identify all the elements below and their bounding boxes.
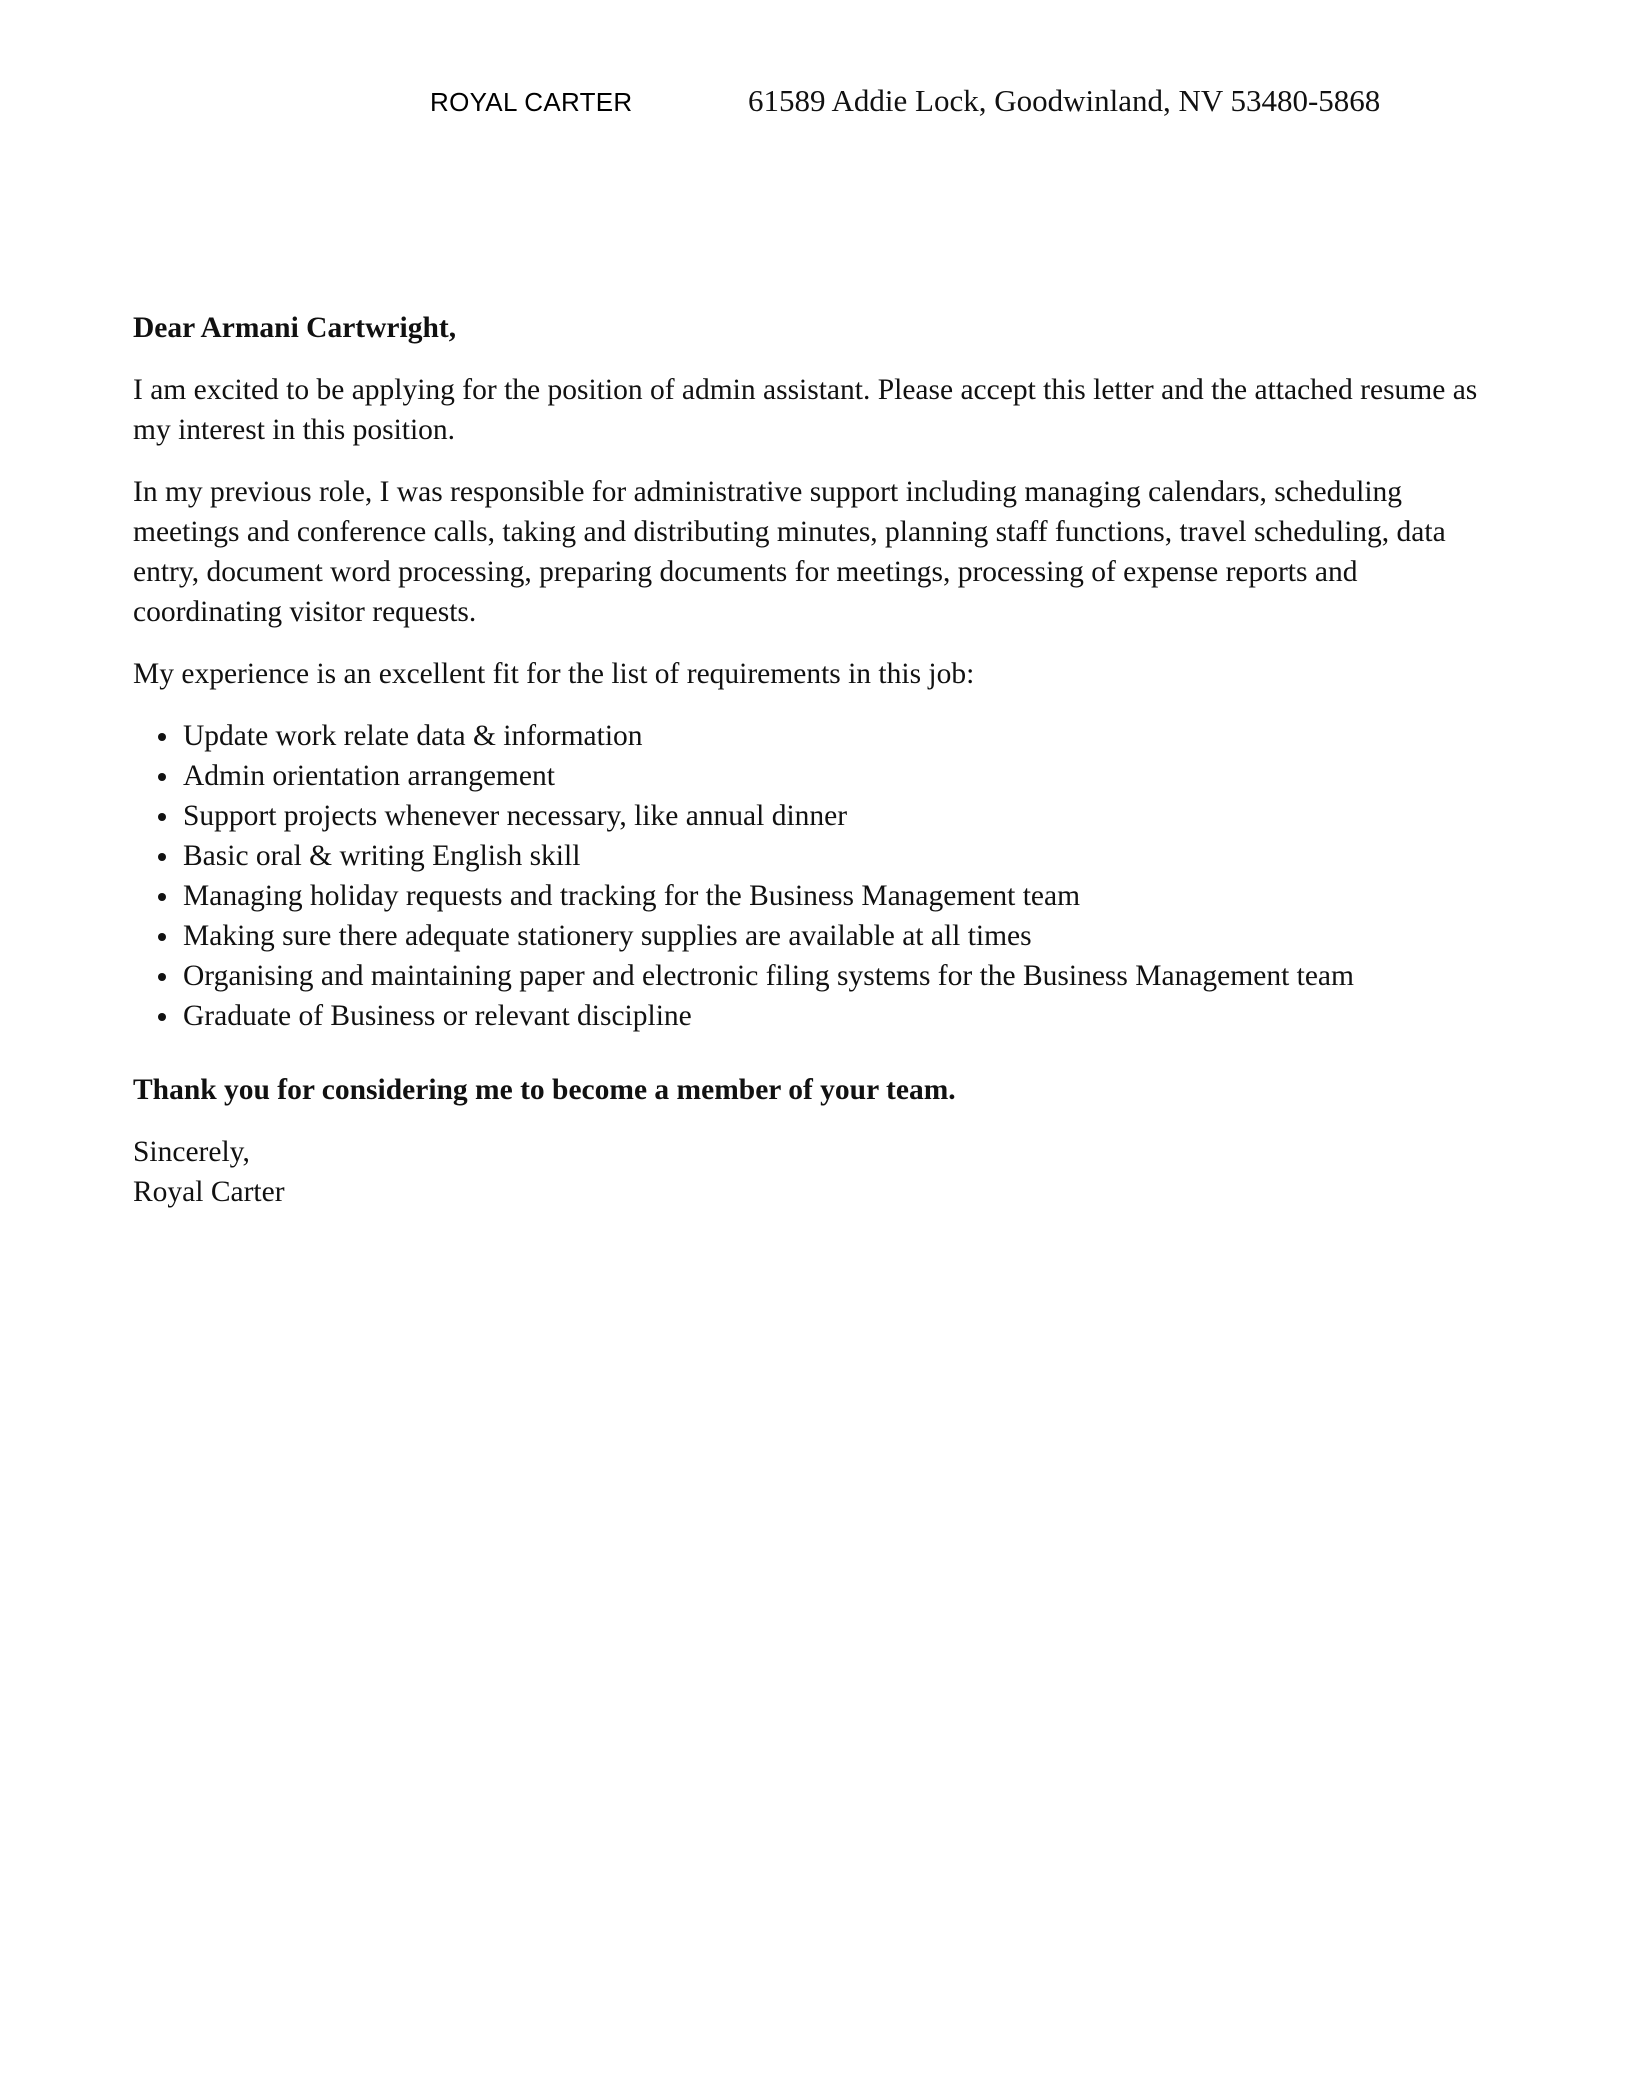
letter-header bbox=[430, 84, 1530, 124]
list-item: • Update work relate data & information bbox=[181, 716, 1503, 756]
letter-body bbox=[133, 308, 1503, 1212]
paragraph-requirements-intro: My experience is an excellent fit for the list of requirements in this job: bbox=[133, 658, 975, 690]
paragraph-experience: In my previous role, I was responsible for administrative support including managing calendars, scheduling meetings and conference calls, taking and distributing minutes, planning staff functions, travel scheduling, data entry, document word processing, preparing documents for meetings, processing of expense reports and coordinating visitor requests. bbox=[133, 476, 1446, 628]
signoff: Sincerely, bbox=[133, 1136, 250, 1168]
signature-name: Royal Carter bbox=[133, 1176, 285, 1208]
sender-name: ROYAL CARTER bbox=[430, 87, 633, 117]
list-item: • Managing holiday requests and tracking for the Business Management team bbox=[181, 876, 1503, 916]
list-item: • Basic oral & writing English skill bbox=[181, 836, 1503, 876]
salutation: Dear Armani Cartwright, bbox=[133, 312, 457, 344]
sender-address: 61589 Addie Lock, Goodwinland, NV 53480-5868 bbox=[748, 83, 1381, 118]
requirements-list bbox=[133, 716, 1503, 1036]
paragraph-intro: I am excited to be applying for the position of admin assistant. Please accept this letter and the attached resume as my interest in this position. bbox=[133, 374, 1478, 446]
list-item: • Support projects whenever necessary, like annual dinner bbox=[181, 796, 1503, 836]
list-item: • Graduate of Business or relevant discipline bbox=[181, 996, 1503, 1036]
list-item: • Admin orientation arrangement bbox=[181, 756, 1503, 796]
closing-line: Thank you for considering me to become a member of your team. bbox=[133, 1074, 956, 1106]
list-item: • Making sure there adequate stationery supplies are available at all times bbox=[181, 916, 1503, 956]
list-item: • Organising and maintaining paper and electronic filing systems for the Business Management team bbox=[181, 956, 1503, 996]
